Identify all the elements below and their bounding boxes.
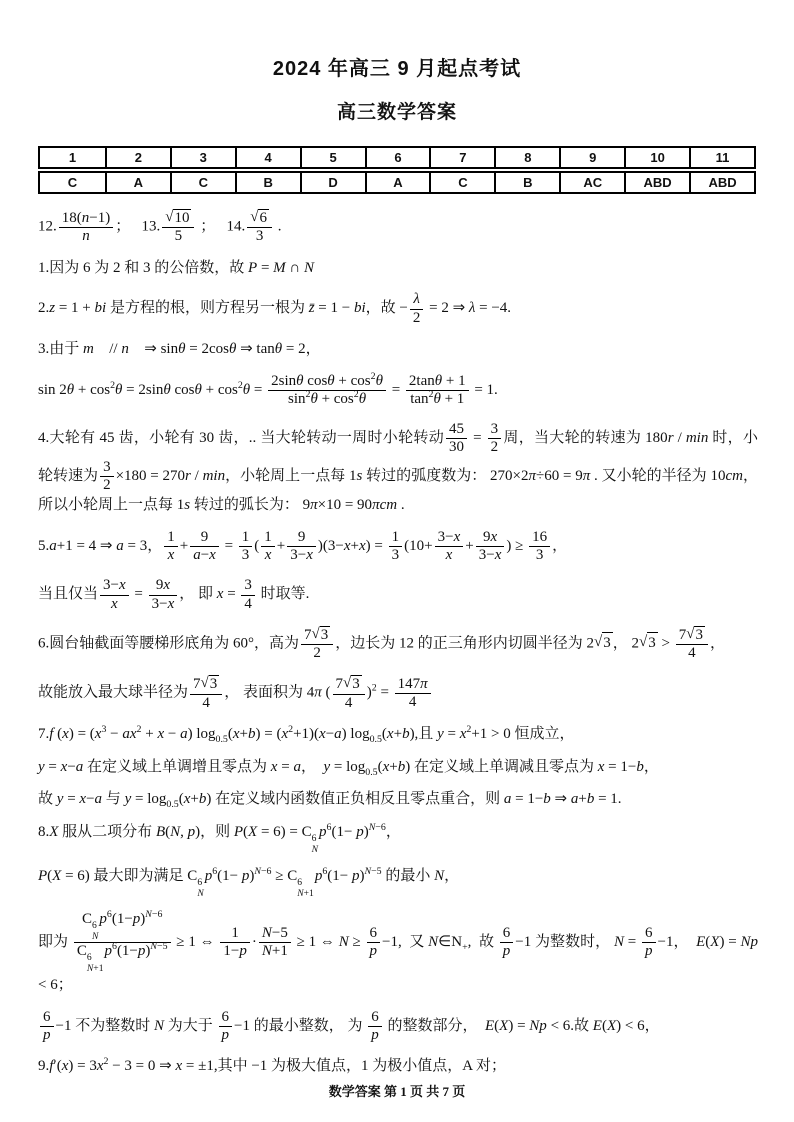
- fraction: $\frac{6}{p}$: [40, 1009, 54, 1045]
- answer-number-cell: 1: [68, 150, 77, 165]
- solution-8-line-1: 8.X 服从二项分布 B(N, p)，则 P(X = 6) = C 6 N $p^6(1- p)^{N-6}$，: [38, 822, 401, 855]
- solution-1: 1.因为 6 为 2 和 3 的公倍数，故 P = M ∩ N: [38, 259, 315, 276]
- answer-number-cell: 2: [105, 148, 170, 167]
- solution-4: 4.大轮有 45 齿，小轮有 30 齿，.. 当大轮转动一周时小轮转动 $\frac{45}{30}$ = $\frac{3}{2}$ 周，当大轮的转速为 180r / min 时，小轮转速为 $\frac{3}{2}$ ×180 = 270r / min，小轮周上一点每 1s 转过的弧度数为： 270×2π÷60 = 9π . 又小轮的半径为 10cm，所以小轮周上一点每 1s 转过的弧长为： 9π×10 = 90πcm .: [38, 421, 758, 513]
- solution-8-line-3: 即为 C 6 N $p^6(1-p)^{N-6}$ C 6 N+1 $p^6(1-p)^{N-5}$ ≥ 1 ⇔ $\frac{1}{1-p}$ · $\frac{N-5}{N+1}$ ≥ 1 ⇔ N ≥ $\frac{6}{p}$ −1, 又 $N\in N_+$, 故 $\frac{6}{p}$ −1 为整数时， N = $\frac{6}{p}$ −1， E(X) = Np < 6；: [38, 908, 762, 993]
- fraction: $\frac{9x}{3-x}$: [149, 577, 178, 613]
- fraction: $\frac{1}{3}$: [389, 529, 403, 565]
- fraction: $\frac{6}{p}$: [367, 925, 381, 961]
- page-title: 2024 年高三 9 月起点考试: [272, 58, 522, 80]
- fraction: $\frac{1}{1-p}$: [220, 925, 249, 961]
- square-root: √3: [594, 632, 613, 655]
- answer-number-cell: 7: [429, 148, 494, 167]
- square-root: √3: [200, 675, 218, 693]
- answer-key-table: [38, 146, 756, 194]
- fraction: $\frac{6}{p}$: [500, 925, 514, 961]
- answer-choice-cell: AC: [559, 173, 624, 192]
- fraction: $\frac{3}{2}$: [100, 459, 114, 495]
- square-root: √10: [165, 209, 190, 226]
- answer-number-cell: 11: [689, 148, 754, 167]
- answer-choice-cell: B: [494, 173, 559, 192]
- fraction: $\frac{1}{3}$: [239, 529, 253, 565]
- solution-9: $9.f'(x) = 3x^2 - 3 = 0$ ⇒ x = ±1,其中 −1 为极大值点，1 为极小值点，A 对；: [38, 1056, 507, 1075]
- fraction: $\frac{6}{p}$: [368, 1009, 382, 1045]
- fraction: $\frac{2\tan\theta + 1}{\tan^2\theta + 1}$: [406, 373, 469, 409]
- answer-number-cell: 5: [300, 148, 365, 167]
- answer-number-cell: 10: [624, 148, 689, 167]
- answer-choice-cell: A: [365, 173, 430, 192]
- fraction: $\frac{9}{a-x}$: [190, 529, 219, 565]
- solution-6-line-2: 故能放入最大球半径为 $\frac{7√3}{4}$ ， 表面积为 4π ( $\frac{7√3}{4}$ )$^2$ = $\frac{147\pi}{4}$: [38, 674, 758, 713]
- fraction: $\frac{6}{p}$: [642, 925, 656, 961]
- answer-choice-cell: D: [300, 173, 365, 192]
- fraction: $\frac{45}{30}$: [446, 421, 467, 457]
- fraction: $\frac{9x}{3-x}$: [476, 529, 505, 565]
- square-root: √6: [250, 209, 267, 226]
- square-root: √3: [639, 632, 658, 655]
- solution-5-line-2: 当且仅当 $\frac{3-x}{x}$ = $\frac{9x}{3-x}$ ， 即 x = $\frac{3}{4}$ 时取等.: [38, 577, 310, 612]
- fraction: $\frac{2\sin\theta \cos\theta + \cos^2\theta}{\sin^2\theta + \cos^2\theta}$: [268, 373, 386, 409]
- answer-choice-cell: ABD: [624, 173, 689, 192]
- solution-3-line-1: 3.由于 m⃗ // n⃗ ⇒ sinθ = 2cosθ ⇒ tanθ = 2，: [38, 340, 321, 357]
- square-root: √3: [686, 625, 703, 643]
- page-subtitle: 高三数学答案: [336, 102, 457, 123]
- fraction: $\frac{N-5}{N+1}$: [259, 925, 291, 961]
- fraction: C 6 N $p^6(1-p)^{N-6}$ C 6 N+1 $p^6(1-p)^{N-5}$: [74, 911, 171, 974]
- answer-choice-row: [38, 171, 756, 194]
- fraction: $\frac{16}{3}$: [529, 529, 550, 565]
- page-footer: 数学答案 第 1 页 共 7 页: [328, 1084, 466, 1099]
- solution-7-line-3: 故 y = x−a 与 $y = \log_{0.5}(x+b)$ 在定义域内函数值正负相反且零点重合，则 a = 1−b ⇒ a+b = 1.: [38, 791, 622, 811]
- answer-number-cell: 8: [494, 148, 559, 167]
- square-root: √3: [343, 675, 360, 693]
- solutions-section: [38, 208, 762, 1078]
- fraction: $\frac{147\pi}{4}$: [395, 676, 431, 712]
- solution-3-line-2: $\sin 2\theta + \cos^2\theta = 2\sin\theta$ $\cos\theta + \cos^2\theta$ = $\frac{2\sin\theta \cos\theta + \cos^2\theta}{\sin^2\theta + \cos^2\theta}$ = $\frac{2\tan\theta + 1}{\tan^2\theta + 1}$ = 1.: [38, 370, 498, 407]
- answer-number-row: [38, 146, 756, 169]
- fraction: $\frac{1}{x}$: [164, 529, 178, 565]
- fraction: $\frac{9}{3-x}$: [287, 529, 316, 565]
- fraction: $\frac{3}{2}$: [488, 421, 502, 457]
- solution-6-line-1: 6.圆台轴截面等腰梯形底角为 60°，高为 $\frac{7√3}{2}$ ，边长为 12 的正三角形内切圆半径为 2√3 ， 2√3 > $\frac{7√3}{4}$ ，: [38, 625, 725, 661]
- solution-2: 2.z = 1 + bi 是方程的根，则方程另一根为 z̄ = 1 − bi，故 − $\frac{\lambda}{2}$ = 2 ⇒ λ = −4.: [38, 291, 512, 326]
- fraction: $\frac{3}{4}$: [241, 577, 255, 613]
- fill-in-answers-12-14: 12. $\frac{18(n-1)}{n}$ ； 13. $\frac{√10}{5}$ ； 14. $\frac{√6}{3}$ .: [38, 209, 282, 245]
- fraction: $\frac{18(n-1)}{n}$: [59, 210, 113, 246]
- answer-number-cell: 4: [235, 148, 300, 167]
- answer-number-cell: 6: [365, 148, 430, 167]
- answer-number-cell: 3: [170, 148, 235, 167]
- fraction: $\frac{7√3}{4}$: [676, 626, 708, 663]
- fraction: $\frac{7√3}{4}$: [190, 675, 222, 712]
- answer-choice-cell: B: [235, 173, 300, 192]
- solution-7-line-1: 7.f $(x) = (x^3 - ax^2 + x - a) \log_{0.5}(x+b) = (x^2+1)(x-a)$ $\log_{0.5}(x+b)$,且 $y = x^2+1 > 0$ 恒成立，: [38, 723, 575, 745]
- square-root: √3: [311, 625, 329, 643]
- answer-choice-cell: A: [105, 173, 170, 192]
- answer-choice-cell: C: [67, 175, 78, 190]
- fraction: $\frac{3-x}{x}$: [435, 529, 464, 565]
- fraction: $\frac{√10}{5}$: [162, 209, 194, 246]
- answer-choice-cell: C: [170, 173, 235, 192]
- fraction: $\frac{7√3}{4}$: [333, 675, 365, 712]
- answer-number-cell: 9: [559, 148, 624, 167]
- fraction: $\frac{\lambda}{2}$: [410, 291, 424, 327]
- fraction: $\frac{√6}{3}$: [247, 209, 272, 246]
- solution-5-line-1: 5.a+1 = 4 ⇒ a = 3， $\frac{1}{x}$ + $\frac{9}{a-x}$ = $\frac{1}{3}$ ( $\frac{1}{x}$ + $\frac{9}{3-x}$ )(3−x+x) = $\frac{1}{3}$ (10+ $\frac{3-x}{x}$ + $\frac{9x}{3-x}$ ) ≥ $\frac{16}{3}$ ，: [38, 528, 568, 563]
- answer-choice-cell: C: [429, 173, 494, 192]
- solution-8-line-4: $\frac{6}{p}$ −1 不为整数时 N 为大于 $\frac{6}{p}$ −1 的最小整数， 为 $\frac{6}{p}$ 的整数部分， E(X) = Np < 6.故 E(X) < 6，: [38, 1008, 758, 1046]
- fraction: $\frac{1}{x}$: [261, 529, 275, 565]
- fraction: $\frac{3-x}{x}$: [100, 577, 129, 613]
- fraction: $\frac{7√3}{2}$: [301, 626, 333, 663]
- solution-7-line-2: y = x−a 在定义域上单调增且零点为 x = a， $y = \log_{0.5}(x+b)$ 在定义域上单调减且零点为 x = 1−b，: [38, 758, 659, 778]
- solution-8-line-2: P(X = 6) 最大即为满足 C 6 N $p^6(1- p)^{N-6} \ge C$ 6 N+1 $p^6(1- p)^{N-5}$ 的最小 N，: [38, 865, 460, 899]
- answer-choice-cell: ABD: [689, 173, 754, 192]
- fraction: $\frac{6}{p}$: [219, 1009, 233, 1045]
